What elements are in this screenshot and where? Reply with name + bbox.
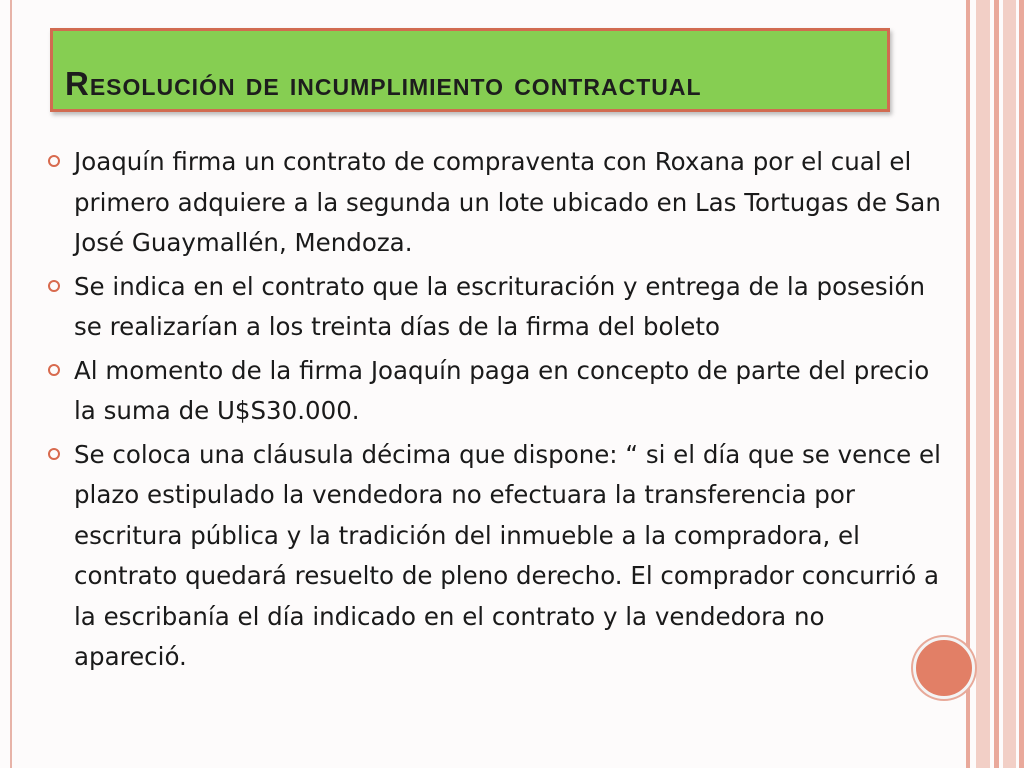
bullet-text: Se indica en el contrato que la escrituración y entrega de la posesión se realizarían a los treinta días de la firma del boleto: [74, 271, 925, 341]
title-box: [50, 28, 890, 112]
right-stripe: [1003, 0, 1016, 768]
left-border-rule: [10, 0, 12, 768]
filled-circle-decoration-icon: [913, 637, 975, 699]
slide-title: Resolución de incumplimiento contractual: [65, 65, 702, 102]
hollow-circle-bullet-icon: [48, 155, 60, 167]
bullet-list: [44, 142, 944, 678]
hollow-circle-bullet-icon: [48, 364, 60, 376]
bullet-item: [44, 267, 944, 348]
bullet-item: [44, 142, 944, 264]
bullet-item: [44, 435, 944, 678]
bullet-text: Al momento de la firma Joaquín paga en concepto de parte del precio la suma de U$S30.000.: [74, 355, 930, 425]
right-stripe: [1019, 0, 1024, 768]
hollow-circle-bullet-icon: [48, 448, 60, 460]
slide-content: [44, 142, 944, 681]
hollow-circle-bullet-icon: [48, 280, 60, 292]
bullet-text: Joaquín firma un contrato de compraventa con Roxana por el cual el primero adquiere a la segunda un lote ubicado en Las Tortugas de San José Guaymallén, Mendoza.: [74, 147, 941, 257]
bullet-item: [44, 351, 944, 432]
bullet-text: Se coloca una cláusula décima que dispone: “ si el día que se vence el plazo estipulado la vendedora no efectuara la transferencia por escritura pública y la tradición del inmueble a la compradora, el contrato quedará resuelto de pleno derecho. El comprador concurrió a la escribanía el día indicado en el contrato y la vendedora no apareció.: [74, 439, 941, 671]
right-stripe: [976, 0, 990, 768]
right-stripe: [994, 0, 999, 768]
